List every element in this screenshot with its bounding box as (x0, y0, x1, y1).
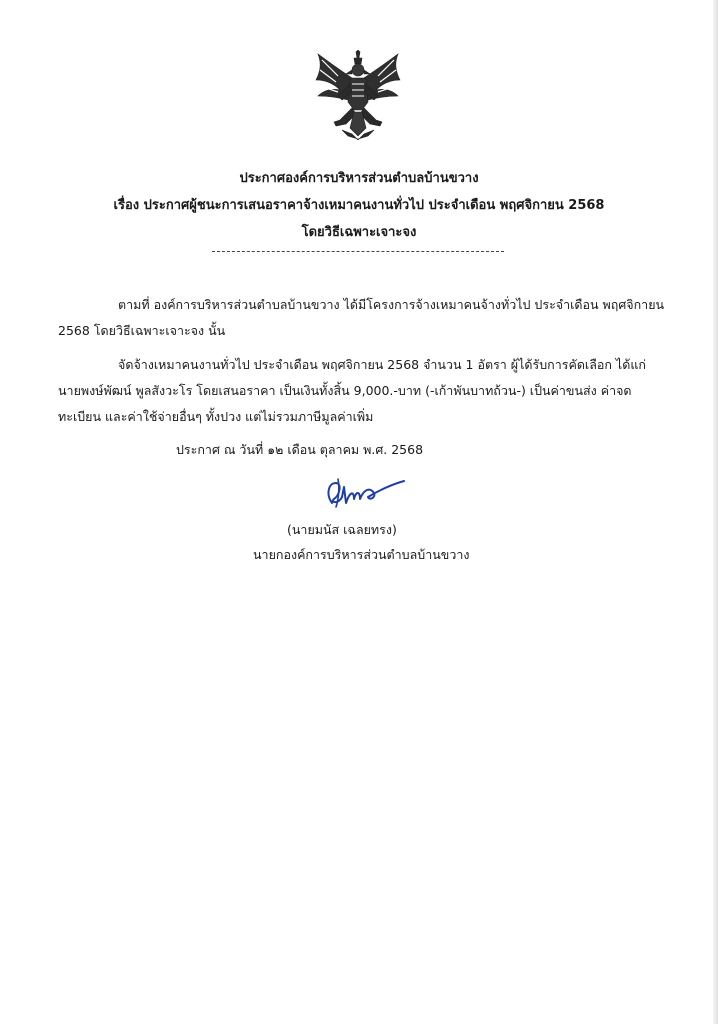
paragraph-2-line-2: นายพงษ์พัฒน์ พูลสังวะโร โดยเสนอราคา เป็นเงินทั้งสิ้น 9,000.-บาท (-เก้าพันบาทถ้วน-) เป็นค่าขนส่ง ค่าจด (58, 383, 632, 398)
paragraph-2-line-1: จัดจ้างเหมาคนงานทั่วไป ประจำเดือน พฤศจิกายน 2568 จำนวน 1 อัตรา ผู้ได้รับการคัดเลือก ได้แก่ (118, 357, 646, 372)
title-divider (212, 251, 504, 252)
announcement-subject: เรื่อง ประกาศผู้ชนะการเสนอราคาจ้างเหมาคนงานทั่วไป ประจำเดือน พฤศจิกายน 2568 (113, 198, 605, 213)
page-edge-shadow (713, 0, 718, 1024)
signer-name: (นายมนัส เฉลยทรง) (287, 522, 397, 537)
announcement-date: ประกาศ ณ วันที่ ๑๒ เดือน ตุลาคม พ.ศ. 2568 (176, 442, 424, 457)
garuda-emblem-icon (312, 50, 404, 140)
paragraph-1-line-2: 2568 โดยวิธีเฉพาะเจาะจง นั้น (58, 323, 226, 338)
organization-title: ประกาศองค์การบริหารส่วนตำบลบ้านขวาง (239, 171, 479, 186)
procurement-method: โดยวิธีเฉพาะเจาะจง (301, 225, 417, 240)
handwritten-signature (318, 473, 410, 513)
paragraph-1-line-1: ตามที่ องค์การบริหารส่วนตำบลบ้านขวาง ได้มีโครงการจ้างเหมาคนจ้างทั่วไป ประจำเดือน พฤศจิกายน (118, 297, 665, 312)
paragraph-2-line-3: ทะเบียน และค่าใช้จ่ายอื่นๆ ทั้งปวง แต่ไม่รวมภาษีมูลค่าเพิ่ม (58, 409, 374, 424)
signer-position: นายกองค์การบริหารส่วนตำบลบ้านขวาง (253, 547, 470, 562)
